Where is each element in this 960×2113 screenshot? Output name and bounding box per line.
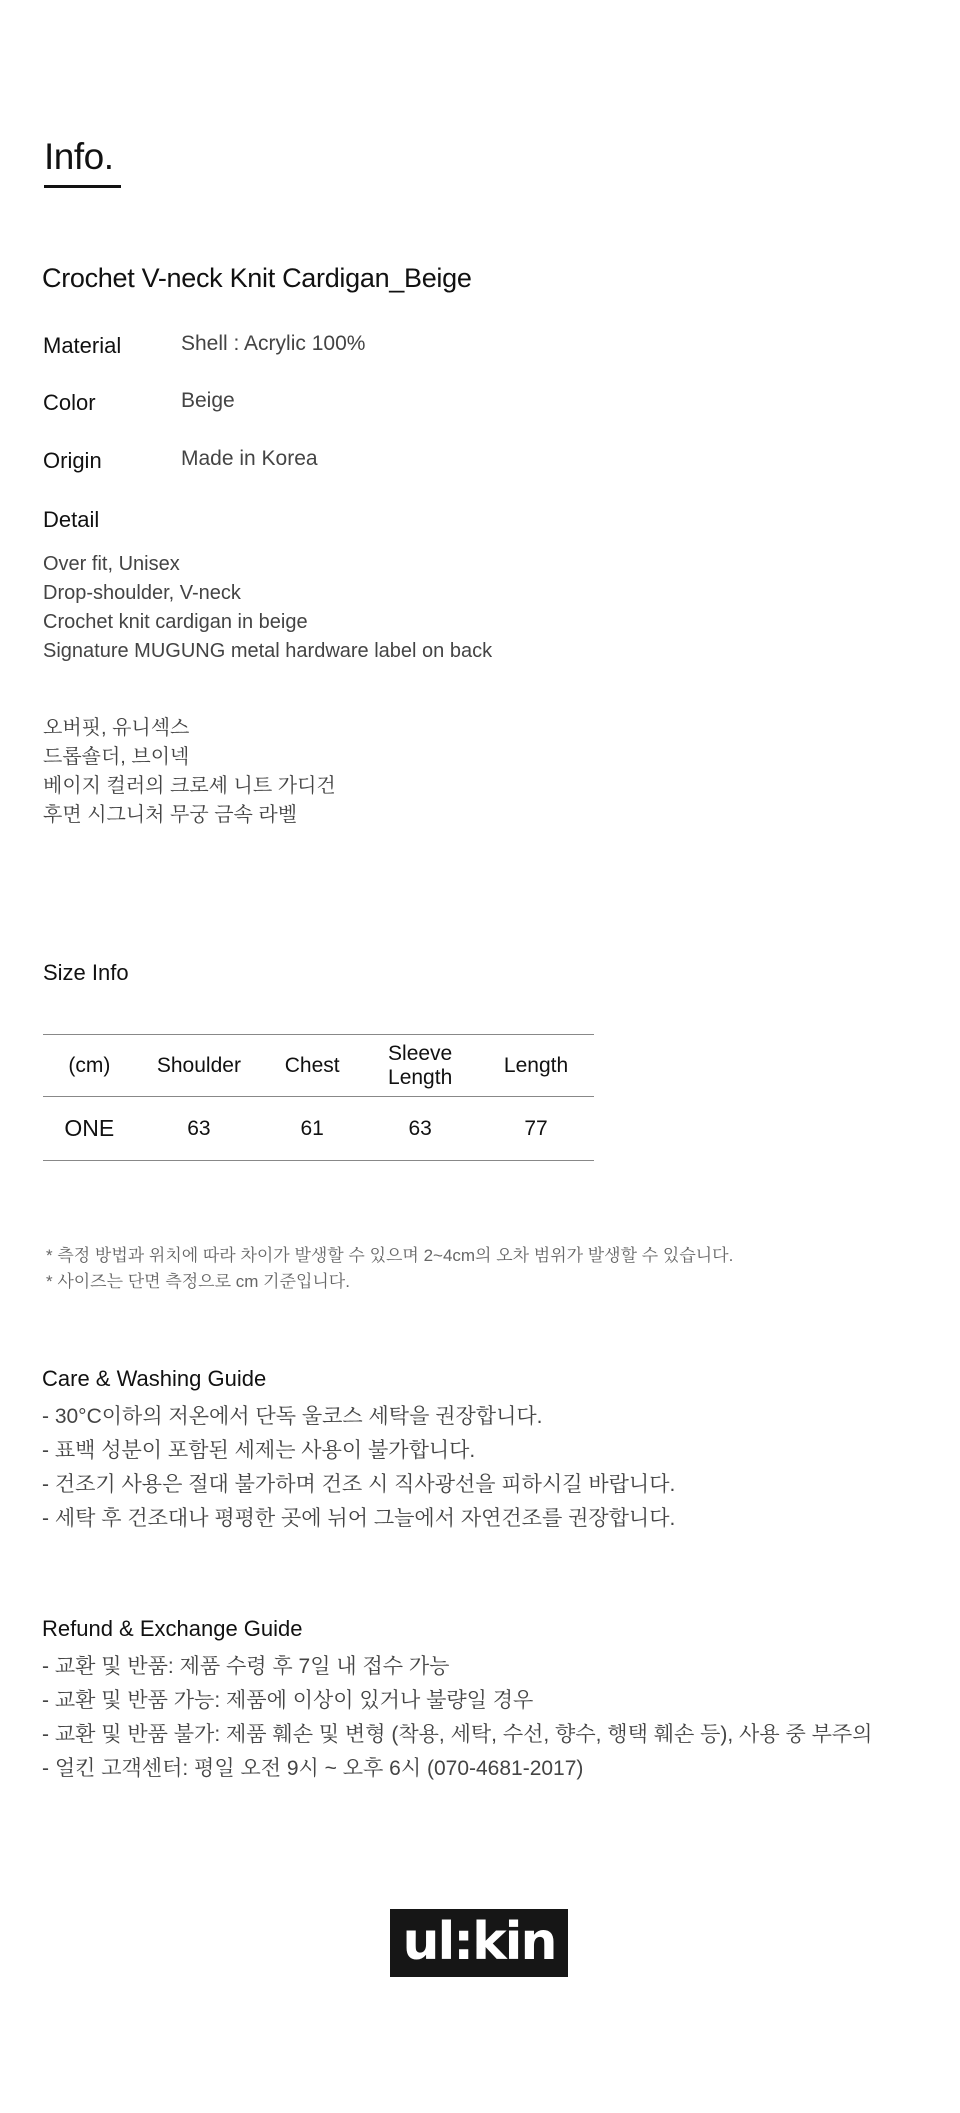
care-guide-list xyxy=(42,1400,675,1536)
list-item: - 30°C이하의 저온에서 단독 울코스 세탁을 권장합니다. xyxy=(42,1405,543,1428)
size-col-shoulder: Shoulder xyxy=(156,1053,241,1077)
detail-item: Over fit, Unisex xyxy=(43,553,180,575)
product-name: Crochet V-neck Knit Cardigan_Beige xyxy=(42,263,472,293)
info-heading: Info. xyxy=(44,136,114,177)
size-col-sleeve-length: Sleeve Length xyxy=(388,1041,453,1089)
spec-row-origin xyxy=(43,448,643,478)
size-cell-chest: 61 xyxy=(300,1116,324,1140)
size-info-heading: Size Info xyxy=(43,960,129,985)
detail-heading: Detail xyxy=(43,507,100,532)
list-item: - 건조기 사용은 절대 불가하며 건조 시 직사광선을 피하시길 바랍니다. xyxy=(42,1473,676,1496)
size-cell-size: ONE xyxy=(64,1115,115,1141)
spec-label-color: Color xyxy=(43,390,96,415)
spec-label-material: Material xyxy=(43,333,122,358)
detail-item: 후면 시그니처 무궁 금속 라벨 xyxy=(43,804,298,826)
list-item: - 교환 및 반품 가능: 제품에 이상이 있거나 불량일 경우 xyxy=(42,1689,534,1712)
spec-row-material xyxy=(43,333,643,363)
detail-item: Crochet knit cardigan in beige xyxy=(43,611,308,633)
size-cell-shoulder: 63 xyxy=(187,1116,211,1140)
table-row xyxy=(43,1097,594,1161)
info-heading-underline xyxy=(44,185,121,188)
size-notes xyxy=(46,1243,733,1295)
detail-list-english xyxy=(43,550,492,666)
detail-item: Signature MUGUNG metal hardware label on back xyxy=(43,640,493,662)
detail-list-korean xyxy=(43,714,336,830)
list-item: - 교환 및 반품: 제품 수령 후 7일 내 접수 가능 xyxy=(42,1655,450,1678)
refund-guide-list xyxy=(42,1650,872,1786)
size-table xyxy=(43,1034,594,1161)
care-guide-heading: Care & Washing Guide xyxy=(42,1366,267,1391)
spec-value-material: Shell : Acrylic 100% xyxy=(181,332,366,355)
size-table-header-row xyxy=(43,1035,594,1097)
detail-item: Drop-shoulder, V-neck xyxy=(43,582,241,604)
size-note: * 사이즈는 단면 측정으로 cm 기준입니다. xyxy=(46,1272,350,1291)
size-col-length: Length xyxy=(503,1053,569,1077)
list-item: - 세탁 후 건조대나 평평한 곳에 뉘어 그늘에서 자연건조를 권장합니다. xyxy=(42,1507,676,1530)
spec-label-origin: Origin xyxy=(43,448,102,473)
list-item: - 표백 성분이 포함된 세제는 사용이 불가합니다. xyxy=(42,1439,476,1462)
list-item: - 얼킨 고객센터: 평일 오전 9시 ~ 오후 6시 (070-4681-2017) xyxy=(42,1757,584,1780)
spec-row-color xyxy=(43,390,643,420)
brand-logo: ul:kin xyxy=(390,1909,568,1977)
spec-value-origin: Made in Korea xyxy=(181,447,318,470)
size-col-unit: (cm) xyxy=(68,1053,111,1077)
refund-guide-heading: Refund & Exchange Guide xyxy=(42,1616,303,1641)
detail-item: 드롭숄더, 브이넥 xyxy=(43,746,190,768)
size-cell-length: 77 xyxy=(524,1116,548,1140)
size-cell-sleeve-length: 63 xyxy=(408,1116,432,1140)
detail-item: 오버핏, 유니섹스 xyxy=(43,717,190,739)
size-col-chest: Chest xyxy=(284,1053,340,1077)
detail-item: 베이지 컬러의 크로셰 니트 가디건 xyxy=(43,775,336,797)
list-item: - 교환 및 반품 불가: 제품 훼손 및 변형 (착용, 세탁, 수선, 향수, 행택 훼손 등), 사용 중 부주의 xyxy=(42,1723,873,1746)
size-note: * 측정 방법과 위치에 따라 차이가 발생할 수 있으며 2~4cm의 오차 범위가 발생할 수 있습니다. xyxy=(46,1246,734,1265)
spec-value-color: Beige xyxy=(181,389,235,412)
